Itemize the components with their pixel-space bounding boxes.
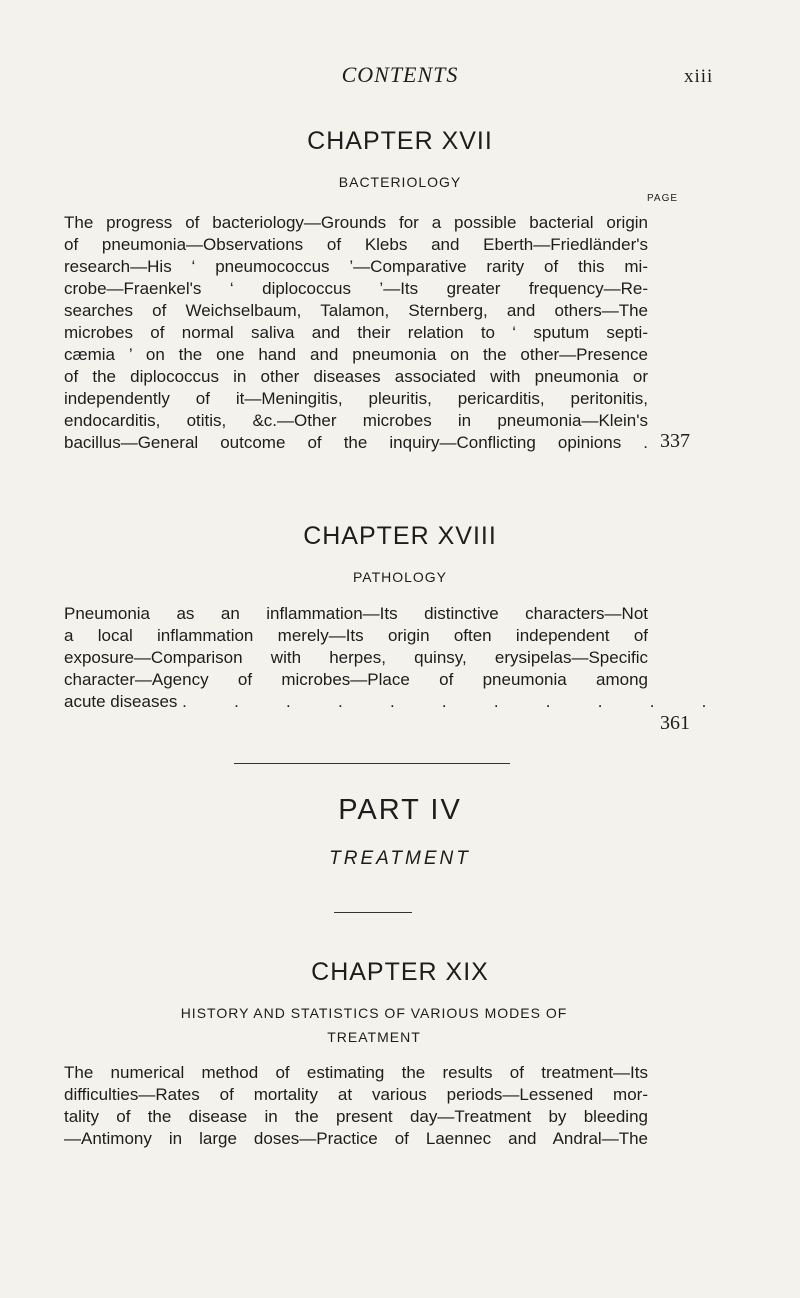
chapter-17-title: CHAPTER XVII [307, 127, 493, 155]
summary-line: crobe—Fraenkel's ‘ diplococcus ’—Its greater frequency—Re- [64, 279, 648, 298]
summary-line: searches of Weichselbaum, Talamon, Sternberg, and others—The [64, 301, 648, 320]
part-subtitle: TREATMENT [329, 848, 471, 869]
summary-line: —Antimony in large doses—Practice of Laennec and Andral—The [64, 1129, 648, 1148]
chapter-19-subtitle-line-1: HISTORY AND STATISTICS OF VARIOUS MODES OF [180, 1005, 568, 1021]
chapter-19-summary [64, 1062, 648, 1150]
page-folio: xiii [684, 66, 714, 87]
part-divider [334, 912, 412, 913]
summary-line: a local inflammation merely—Its origin often independent of [64, 626, 648, 645]
summary-line: cæmia ’ on the one hand and pneumonia on the other—Presence [64, 345, 648, 364]
summary-line: of pneumonia—Observations of Klebs and Eberth—Friedländer's [64, 235, 648, 254]
summary-line: difficulties—Rates of mortality at various periods—Lessened mor- [64, 1085, 648, 1104]
summary-line: microbes of normal saliva and their relation to ‘ sputum septi- [64, 323, 648, 342]
summary-line: The progress of bacteriology—Grounds for a possible bacterial origin [64, 213, 648, 232]
summary-line: exposure—Comparison with herpes, quinsy, erysipelas—Specific [64, 648, 648, 667]
summary-line: bacillus—General outcome of the inquiry—Conflicting opinions . [64, 433, 648, 452]
chapter-17-subtitle: BACTERIOLOGY [338, 174, 462, 190]
summary-line: independently of it—Meningitis, pleuritis, pericarditis, peritonitis, [64, 389, 648, 408]
summary-line: tality of the disease in the present day—Treatment by bleeding [64, 1107, 648, 1126]
chapter-18-summary [64, 603, 707, 713]
summary-line: Pneumonia as an inflammation—Its distinctive characters—Not [64, 604, 648, 623]
chapter-17-page-number: 337 [660, 430, 690, 452]
chapter-18-subtitle: PATHOLOGY [352, 569, 448, 585]
summary-line: character—Agency of microbes—Place of pneumonia among [64, 670, 648, 689]
chapter-18-page-number: 361 [660, 712, 690, 734]
summary-line: of the diplococcus in other diseases associated with pneumonia or [64, 367, 648, 386]
summary-line: The numerical method of estimating the results of treatment—Its [64, 1063, 648, 1082]
chapter-17-summary [64, 212, 648, 454]
section-divider [234, 763, 510, 764]
part-title: PART IV [338, 794, 462, 826]
chapter-18-title: CHAPTER XVIII [303, 522, 497, 550]
chapter-19-title: CHAPTER XIX [311, 958, 489, 986]
page-column-label: PAGE [647, 193, 679, 204]
running-head: CONTENTS [341, 62, 459, 87]
summary-line: acute diseases . . . . . . . . . . . [64, 692, 707, 711]
summary-line: research—His ‘ pneumococcus ’—Comparative rarity of this mi- [64, 257, 648, 276]
chapter-19-subtitle-line-2: TREATMENT [327, 1029, 421, 1045]
summary-line: endocarditis, otitis, &c.—Other microbes in pneumonia—Klein's [64, 411, 648, 430]
